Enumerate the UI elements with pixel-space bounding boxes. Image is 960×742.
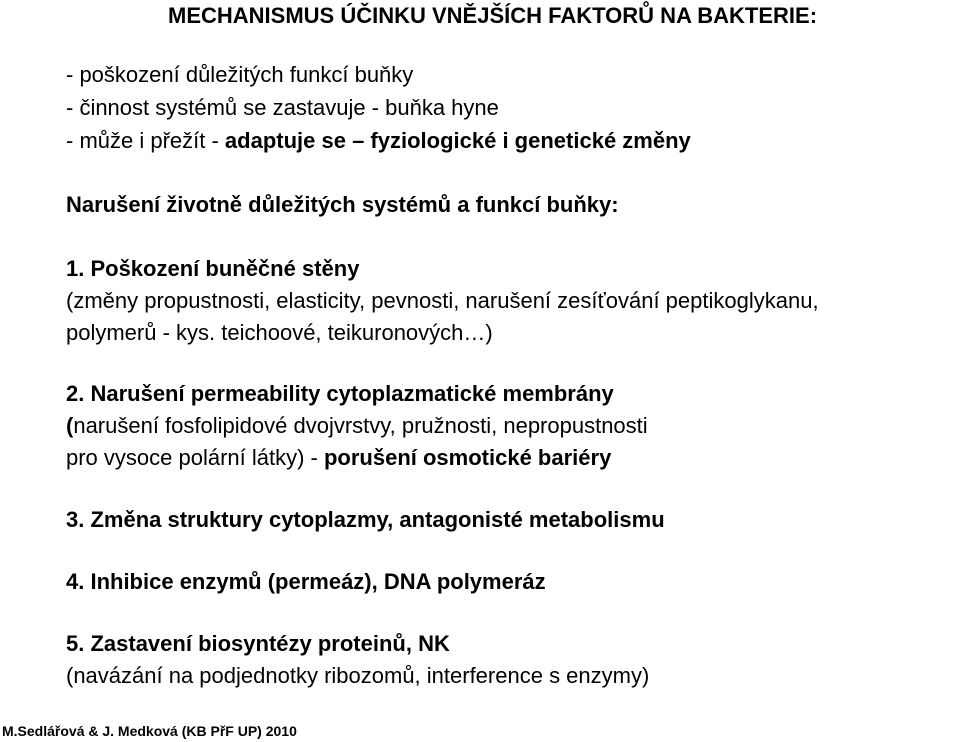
intro-line-3 [66, 128, 691, 154]
item-1-heading: 1. Poškození buněčné stěny [66, 256, 360, 281]
item-3-heading: 3. Změna struktury cytoplazmy, antagonisté metabolismu [66, 507, 665, 532]
item-2-detail-line-2-bold: porušení osmotické bariéry [323, 445, 612, 470]
slide-title: MECHANISMUS ÚČINKU VNĚJŠÍCH FAKTORŮ NA BAKTERIE: [168, 3, 818, 28]
item-2-detail-line-1-text: narušení fosfolipidové dvojvrstvy, pružnosti, nepropustnosti [73, 413, 648, 438]
item-4-heading: 4. Inhibice enzymů (permeáz), DNA polymeráz [66, 569, 546, 594]
item-2-detail-line-1 [66, 413, 648, 439]
item-2-detail-line-2 [66, 445, 611, 471]
intro-line-2: - činnost systémů se zastavuje - buňka hyne [66, 95, 499, 120]
item-2-detail-line-2-text: pro vysoce polární látky) - [66, 445, 324, 470]
intro-line-3-bold: adaptuje se – fyziologické i genetické změny [224, 128, 691, 153]
footer-credit: M.Sedlářová & J. Medková (KB PřF UP) 2010 [2, 723, 297, 739]
item-5-detail-line-1: (navázání na podjednotky ribozomů, interference s enzymy) [66, 663, 650, 688]
intro-line-3-prefix: - může i přežít - [66, 128, 225, 153]
item-1-detail-line-1: (změny propustnosti, elasticity, pevnosti, narušení zesíťování peptikoglykanu, [66, 288, 819, 313]
item-1-detail-line-2: polymerů - kys. teichoové, teikuronových…) [66, 320, 493, 345]
item-2-open-paren: ( [66, 413, 74, 438]
intro-line-1: - poškození důležitých funkcí buňky [66, 62, 414, 87]
section-heading: Narušení životně důležitých systémů a funkcí buňky: [66, 192, 619, 217]
item-5-heading: 5. Zastavení biosyntézy proteinů, NK [66, 631, 450, 656]
item-2-heading: 2. Narušení permeability cytoplazmatické membrány [66, 381, 614, 406]
